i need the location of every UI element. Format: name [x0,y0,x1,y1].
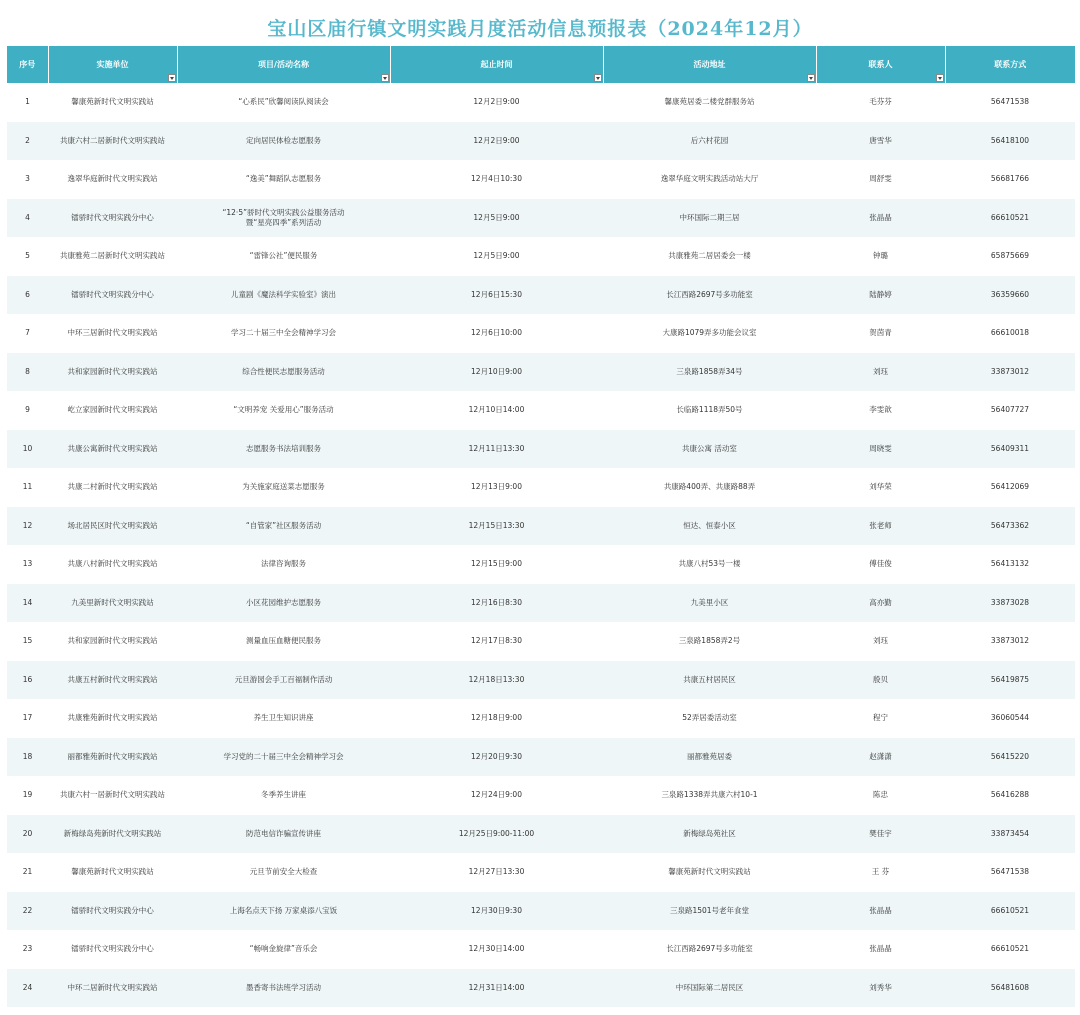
cell-phone: 56418100 [945,122,1075,161]
cell-activity: 为关施家庭送菜志愿服务 [242,482,325,492]
table-row [7,314,1075,353]
filter-dropdown-icon[interactable] [381,74,389,82]
cell-time: 12月30日14:00 [468,944,525,954]
table-row [7,699,1075,738]
cell-organizer: 共康雅苑新时代文明实践站 [67,713,158,723]
filter-dropdown-icon[interactable] [936,74,944,82]
cell-contact: 刘秀华 [816,969,945,1008]
cell-organizer: 馨康苑新时代文明实践站 [71,97,154,107]
cell-time: 12月2日9:00 [473,97,520,107]
cell-contact: 钟璐 [873,251,888,261]
column-header-time [390,46,603,83]
column-header-label: 项目/活动名称 [258,60,309,69]
cell-address: 共康雅苑二居居委会一楼 [668,251,751,261]
cell-activity: 养生卫生知识讲座 [253,713,314,723]
cell-contact: 刘华荣 [869,482,892,492]
cell-activity: “文明养宠 关爱用心”服务活动 [233,405,334,415]
cell-activity: 元旦游园会手工百福制作活动 [177,661,390,700]
filter-dropdown-icon[interactable] [594,74,602,82]
cell-organizer: 共康公寓新时代文明实践站 [48,430,177,469]
cell-time: 12月30日9:30 [390,892,603,931]
cell-address: 长江西路2697号多功能室 [603,276,816,315]
cell-index: 13 [22,559,33,569]
cell-phone: 56481608 [945,969,1075,1008]
cell-contact: 贺茵青 [869,328,892,338]
cell-contact: 毛芬芬 [869,97,892,107]
cell-address: 长临路1118弄50号 [676,405,743,415]
cell-phone: 33873012 [990,636,1030,646]
column-header-phone [945,46,1075,83]
cell-phone: 66610521 [945,199,1075,238]
cell-organizer: 共康二村新时代文明实践站 [67,482,158,492]
cell-activity: 元旦节前安全大检查 [249,867,318,877]
table-row [7,199,1075,238]
header-row [7,46,1075,83]
table-row [7,468,1075,507]
table-row [7,892,1075,931]
cell-time: 12月31日14:00 [390,969,603,1008]
column-header-label: 活动地址 [693,60,726,69]
column-header-organizer [48,46,177,83]
cell-phone: 56473362 [945,507,1075,546]
column-header-index [7,46,48,83]
cell-index: 10 [7,430,48,469]
column-header-activity [177,46,390,83]
cell-index: 17 [22,713,33,723]
cell-index: 22 [7,892,48,931]
cell-phone: 65875669 [990,251,1030,261]
cell-index: 6 [7,276,48,315]
cell-organizer: 馨康苑新时代文明实践站 [71,867,154,877]
cell-index: 1 [25,97,30,107]
cell-activity: “自管家”社区服务活动 [177,507,390,546]
cell-organizer: 共和家园新时代文明实践站 [67,636,158,646]
cell-organizer: 共康雅苑二居新时代文明实践站 [60,251,165,261]
cell-time: 12月18日13:30 [390,661,603,700]
cell-organizer: 新梅绿岛苑新时代文明实践站 [48,815,177,854]
page-title: 宝山区庙行镇文明实践月度活动信息预报表（2024年12月） [267,18,813,40]
cell-index: 20 [7,815,48,854]
cell-phone: 56415220 [945,738,1075,777]
cell-index: 14 [7,584,48,623]
cell-address: 长江西路2697号多功能室 [666,944,753,954]
cell-activity: 学习二十届三中全会精神学习会 [231,328,336,338]
table-row [7,738,1075,777]
cell-address: 馨康苑新时代文明实践站 [668,867,751,877]
cell-phone: 66610521 [990,944,1030,954]
cell-activity: “逸美”舞蹈队志愿服务 [245,174,322,184]
cell-index: 8 [7,353,48,392]
cell-address: 共康八村53号一楼 [678,559,741,569]
cell-phone: 56413132 [990,559,1030,569]
table-row [7,237,1075,276]
cell-address: 中环国际第二居民区 [603,969,816,1008]
cell-time: 12月15日9:00 [471,559,522,569]
cell-index: 15 [22,636,33,646]
cell-phone: 56419875 [945,661,1075,700]
cell-time: 12月20日9:30 [390,738,603,777]
cell-time: 12月11日13:30 [390,430,603,469]
cell-time: 12月16日8:30 [390,584,603,623]
cell-time: 12月5日9:00 [473,251,520,261]
cell-time: 12月24日9:00 [471,790,522,800]
cell-contact: 陆静婷 [816,276,945,315]
table-row [7,661,1075,700]
cell-time: 12月25日9:00-11:00 [390,815,603,854]
cell-activity: 定向居民体检志愿服务 [177,122,390,161]
cell-index: 5 [25,251,30,261]
cell-contact: 程宁 [873,713,888,723]
column-header-label: 实施单位 [96,60,129,69]
table-row [7,83,1075,122]
cell-address: 大康路1079弄多功能会议室 [662,328,757,338]
cell-index: 7 [25,328,30,338]
cell-organizer: 屹立家园新时代文明实践站 [67,405,158,415]
cell-activity: 法律咨询服务 [261,559,306,569]
cell-contact: 张晶晶 [816,199,945,238]
table-row [7,507,1075,546]
cell-time: 12月4日10:30 [471,174,522,184]
cell-phone: 33873012 [945,353,1075,392]
cell-organizer: 逸翠华庭新时代文明实践站 [67,174,158,184]
cell-activity: “心系民”欣馨阅读队阅读会 [238,97,329,107]
cell-activity: 小区花园维护志愿服务 [177,584,390,623]
cell-activity: 测量血压血糖便民服务 [246,636,321,646]
cell-contact: 傅佳俊 [869,559,892,569]
cell-address: 丽都雅苑居委 [603,738,816,777]
cell-time: 12月6日15:30 [390,276,603,315]
cell-address: 逸翠华庭文明实践活动站大厅 [660,174,759,184]
cell-contact: 张老师 [816,507,945,546]
table-row [7,853,1075,892]
cell-contact: 张晶晶 [816,892,945,931]
cell-address: 52弄居委活动室 [682,713,737,723]
cell-organizer: 场北居民区时代文明实践站 [48,507,177,546]
cell-address: 馨康苑居委二楼党群服务站 [664,97,755,107]
cell-address: 新梅绿岛苑社区 [603,815,816,854]
cell-index: 3 [25,174,30,184]
cell-phone: 56471538 [990,97,1030,107]
cell-index: 23 [22,944,33,954]
cell-time: 12月2日9:00 [390,122,603,161]
column-header-address [603,46,816,83]
cell-time: 12月18日9:00 [471,713,522,723]
table-row [7,815,1075,854]
cell-address: 三泉路1858弄34号 [603,353,816,392]
cell-contact: 张晶晶 [869,944,892,954]
cell-organizer: 丽都雅苑新时代文明实践站 [48,738,177,777]
cell-phone: 56409311 [945,430,1075,469]
cell-organizer: 共康六村二居新时代文明实践站 [48,122,177,161]
table-row [7,122,1075,161]
cell-index: 19 [22,790,33,800]
cell-time: 12月10日14:00 [468,405,525,415]
cell-activity: 上海名点天下扬 万家桌添八宝饭 [177,892,390,931]
cell-address: 共康公寓 活动室 [603,430,816,469]
filter-dropdown-icon[interactable] [168,74,176,82]
table-row [7,969,1075,1008]
cell-contact: 王 芬 [871,867,890,877]
cell-index: 12 [7,507,48,546]
cell-activity: 冬季养生讲座 [261,790,306,800]
cell-organizer: 共康八村新时代文明实践站 [67,559,158,569]
cell-organizer: 镭骄时代文明实践分中心 [48,276,177,315]
cell-index: 4 [7,199,48,238]
cell-contact: 李雯歆 [869,405,892,415]
cell-contact: 高亦勤 [816,584,945,623]
cell-time: 12月17日8:30 [471,636,522,646]
cell-phone: 36359660 [945,276,1075,315]
table-row [7,776,1075,815]
cell-organizer: 共和家园新时代文明实践站 [48,353,177,392]
cell-phone: 33873454 [945,815,1075,854]
column-header-label: 联系人 [868,60,893,69]
cell-phone: 56681766 [990,174,1030,184]
cell-phone: 66610521 [945,892,1075,931]
cell-address: 三泉路1501号老年食堂 [603,892,816,931]
cell-phone: 56416288 [990,790,1030,800]
cell-contact: 唐雪华 [816,122,945,161]
cell-organizer: 共康五村新时代文明实践站 [48,661,177,700]
cell-time: 12月6日10:00 [471,328,522,338]
cell-contact: 刘珏 [873,636,888,646]
cell-organizer: 九美里新时代文明实践站 [48,584,177,623]
cell-contact: 周舒雯 [869,174,892,184]
table-row [7,430,1075,469]
cell-address: 九美里小区 [603,584,816,623]
activity-table [7,46,1075,1007]
column-header-label: 序号 [19,60,36,69]
cell-index: 2 [7,122,48,161]
table-row [7,622,1075,661]
column-header-contact [816,46,945,83]
cell-time: 12月5日9:00 [390,199,603,238]
cell-phone: 66610018 [990,328,1030,338]
cell-time: 12月10日9:00 [390,353,603,392]
cell-index: 18 [7,738,48,777]
cell-contact: 樊佳宇 [816,815,945,854]
cell-address: 共康路400弄、共康路88弄 [663,482,756,492]
cell-phone: 56412069 [990,482,1030,492]
column-header-label: 联系方式 [994,60,1027,69]
cell-time: 12月15日13:30 [390,507,603,546]
cell-organizer: 镭骄时代文明实践分中心 [71,944,154,954]
table-row [7,584,1075,623]
cell-index: 24 [7,969,48,1008]
cell-phone: 56471538 [990,867,1030,877]
column-header-label: 起止时间 [480,60,513,69]
table-row [7,276,1075,315]
cell-activity: 综合性便民志愿服务活动 [177,353,390,392]
filter-dropdown-icon[interactable] [807,74,815,82]
cell-address: 三泉路1338弄共康六村10-1 [661,790,758,800]
cell-activity: 儿童剧《魔法科学实验室》演出 [177,276,390,315]
cell-address: 共康五村居民区 [603,661,816,700]
cell-index: 21 [22,867,33,877]
cell-time: 12月13日9:00 [471,482,522,492]
cell-phone: 36060544 [990,713,1030,723]
cell-organizer: 中环三居新时代文明实践站 [67,328,158,338]
table-row [7,930,1075,969]
cell-address: 恒达、恒泰小区 [603,507,816,546]
cell-activity: 防范电信诈骗宣传讲座 [177,815,390,854]
cell-contact: 陈忠 [873,790,888,800]
cell-time: 12月27日13:30 [468,867,525,877]
cell-organizer: 中环二居新时代文明实践站 [48,969,177,1008]
cell-activity: “12·5”骄时代文明实践公益服务活动 暨“星亮四季”系列活动 [177,199,390,238]
cell-address: 后六村花园 [603,122,816,161]
cell-contact: 赵潇潇 [816,738,945,777]
cell-index: 9 [25,405,30,415]
cell-organizer: 镭骄时代文明实践分中心 [48,892,177,931]
cell-index: 11 [22,482,33,492]
table-row [7,545,1075,584]
cell-address: 中环国际二期三居 [603,199,816,238]
table-row [7,391,1075,430]
cell-contact: 刘珏 [816,353,945,392]
cell-activity: 学习党的二十届三中全会精神学习会 [177,738,390,777]
table-row [7,353,1075,392]
cell-contact: 殷贝 [816,661,945,700]
cell-activity: 志愿服务书法培训服务 [177,430,390,469]
cell-organizer: 镭骄时代文明实践分中心 [48,199,177,238]
cell-index: 16 [7,661,48,700]
table-body [7,83,1075,1007]
cell-organizer: 共康六村一居新时代文明实践站 [60,790,165,800]
cell-address: 三泉路1858弄2号 [678,636,741,646]
cell-activity: “雷锋公社”便民服务 [249,251,318,261]
table-row [7,160,1075,199]
cell-phone: 33873028 [945,584,1075,623]
cell-contact: 周晓雯 [816,430,945,469]
cell-phone: 56407727 [990,405,1030,415]
cell-activity: “畅响金旋律”音乐会 [249,944,318,954]
cell-activity: 墨香寄书法班学习活动 [177,969,390,1008]
